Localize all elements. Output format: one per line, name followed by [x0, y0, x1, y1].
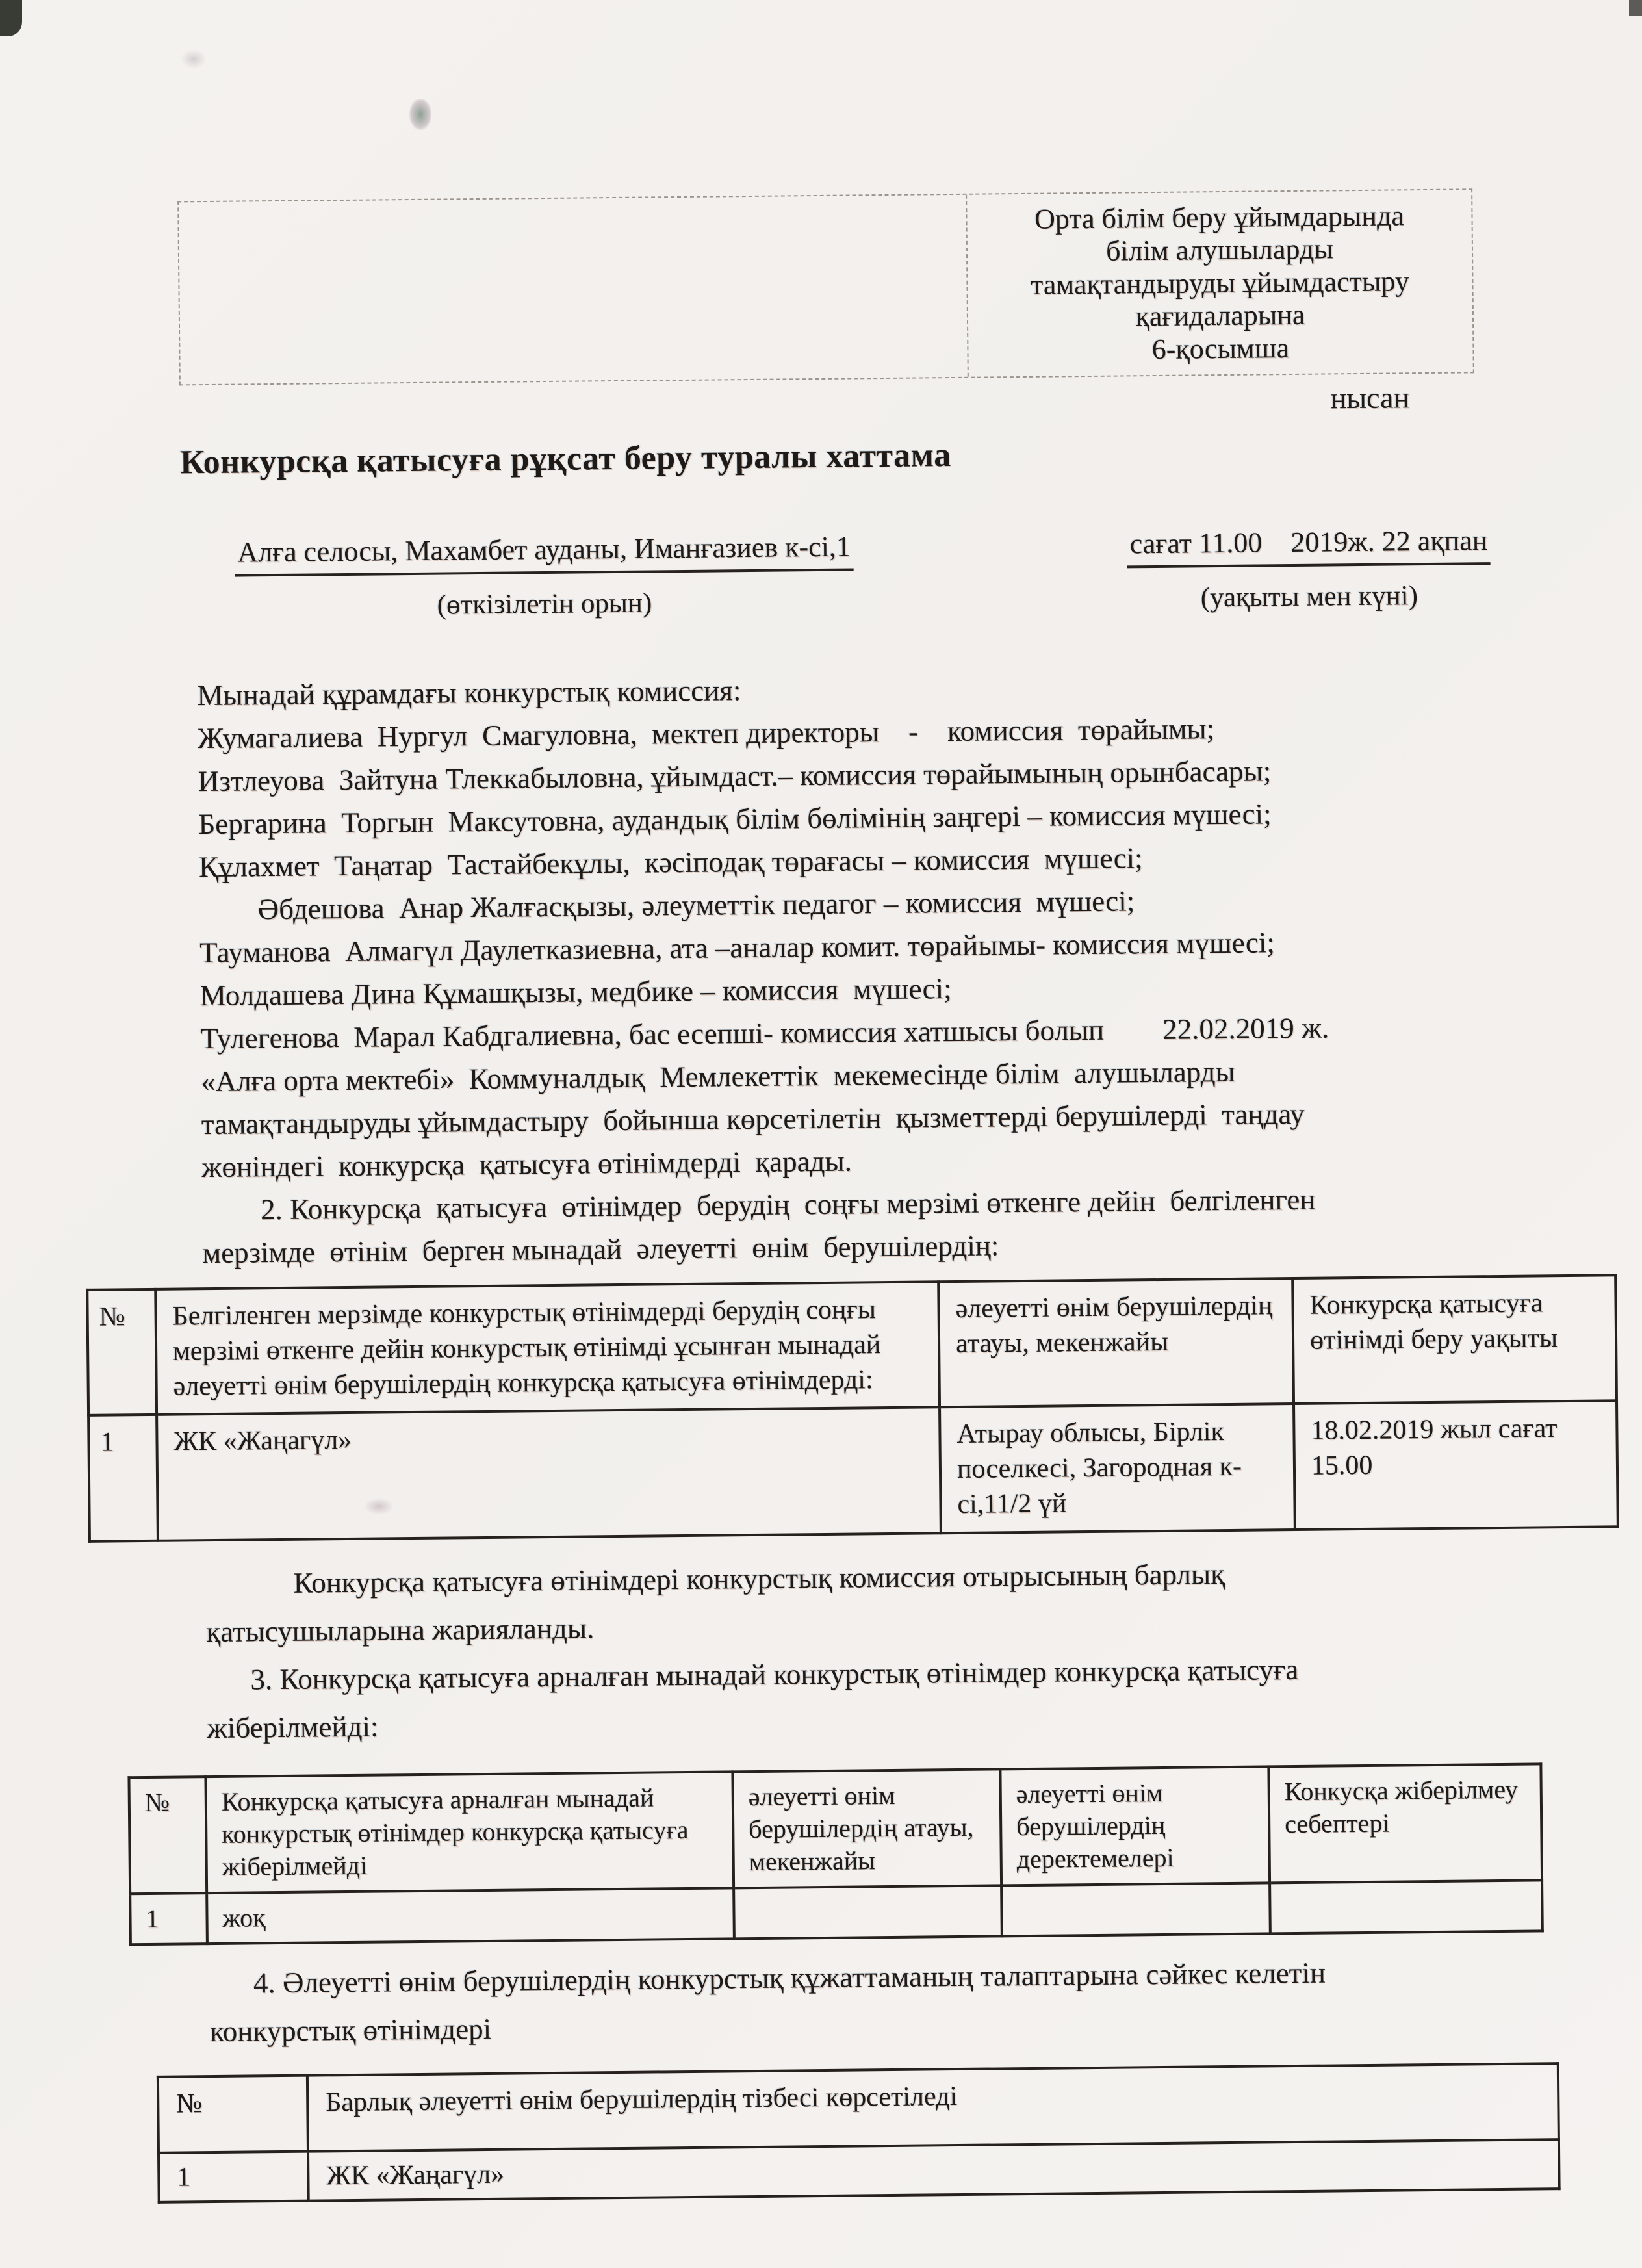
cell-supplier-name: ЖК «Жаңагүл»	[308, 2139, 1559, 2200]
datetime-caption: (уақыты мен күні)	[1200, 580, 1418, 613]
text-line: Тауманова Алмагүл Даулетказиевна, ата –аналар комит. төрайымы- комиссия мүшесі;	[199, 926, 1276, 970]
appendix-reference-box	[177, 188, 1474, 385]
text-line: «Алға орта мектебі» Коммуналдық Мемлекеттік мекемесінде білім алушыларды	[200, 1055, 1235, 1098]
header-cell-rejection-reason: Конкусқа жіберілмеу себептері	[1268, 1764, 1542, 1883]
text-line: Бергарина Торгын Максутовна, аудандық білім бөлімінің заңгері – комиссия мүшесі;	[198, 797, 1272, 841]
appendix-line: 6-қосымша	[1151, 331, 1290, 365]
text-line: жөніндегі конкурсқа қатысуға өтінімдерді қарады.	[201, 1144, 853, 1184]
text-line: 4. Әлеуетті өнім берушілердің конкурстық құжаттаманың талаптарына сәйкес келетін	[209, 1956, 1326, 2000]
cell-number: 1	[88, 1415, 158, 1541]
header-cell-submission-time: Конкурсқа қатысуға өтінімді беру уақыты	[1292, 1275, 1617, 1404]
header-cell-supplier: әлеуетті өнім берушілердің атауы, мекенжайы	[732, 1769, 1001, 1888]
cell-empty	[1001, 1883, 1270, 1936]
admitted-applications-table	[86, 1274, 1619, 1542]
text-line: Конкурсқа қатысуға өтінімдері конкурстық комиссия отырысының барлық	[205, 1557, 1225, 1600]
header-cell-supplier: әлеуетті өнім берушілердің атауы, мекенжайы	[938, 1278, 1294, 1407]
commission-paragraph	[197, 662, 1507, 1274]
text-line: конкурстық өтінімдері	[209, 2012, 492, 2048]
compliant-suppliers-table	[157, 2062, 1561, 2203]
table-row	[88, 1401, 1618, 1541]
text-line: 2. Конкурсқа қатысуға өтінімдер берудің соңғы мерзімі өткенге дейін белгіленген	[201, 1183, 1316, 1227]
text-line: Мынадай құрамдағы конкурстық комиссия:	[197, 674, 741, 712]
datetime-block	[1127, 524, 1491, 614]
text-line: қатысушыларына жарияланды.	[206, 1611, 595, 1648]
appendix-line: Орта білім беру ұйымдарында	[1034, 200, 1405, 235]
text-line: Молдашева Дина Құмашқызы, медбике – комиссия мүшесі;	[199, 972, 952, 1012]
header-cell-suppliers-list: Барлық әлеуетті өнім берушілердің тізбесі көрсетіледі	[307, 2063, 1559, 2151]
header-cell-number: №	[129, 1777, 207, 1894]
appendix-box-text-cell	[967, 190, 1473, 376]
announcement-paragraph	[205, 1547, 1511, 1751]
text-line: Жумагалиева Нургул Смагуловна, мектеп директоры - комиссия төрайымы;	[197, 712, 1215, 755]
cell-empty	[1270, 1880, 1543, 1933]
text-line: Изтлеуова Зайтуна Тлеккабыловна, ұйымдаст.– комиссия төрайымының орынбасары;	[198, 754, 1272, 798]
venue-block	[235, 530, 854, 623]
cell-value: жоқ	[207, 1888, 734, 1944]
section4-paragraph	[209, 1947, 1514, 2055]
header-cell-requisites: әлеуетті өнім берушілердің деректемелері	[1000, 1766, 1270, 1885]
form-label: нысан	[1330, 381, 1410, 415]
cell-supplier-address: Атырау облысы, Бірлік поселкесі, Загородная к-сі,11/2 үй	[940, 1404, 1295, 1532]
text-line: Тулегенова Марал Кабдгалиевна, бас есепші- комиссия хатшысы болып 22.02.2019 ж.	[200, 1011, 1329, 1055]
table-header-row	[129, 1764, 1542, 1894]
appendix-box-empty-cell	[179, 195, 969, 385]
page-title: Конкурсқа қатысуға рұқсат беру туралы хаттама	[179, 437, 951, 482]
venue-value: Алға селосы, Махамбет ауданы, Иманғазиев к-сі,1	[235, 530, 853, 576]
text-line: мерзімде өтінім берген мынадай әлеуетті өнім берушілердің:	[202, 1229, 999, 1270]
table-header-row	[87, 1275, 1617, 1415]
datetime-value: сағат 11.00 2019ж. 22 ақпан	[1127, 524, 1490, 568]
table-header-row	[158, 2063, 1559, 2152]
header-cell-description: Белгіленген мерзімде конкурстық өтінімдерді берудің соңғы мерзімі өткенге дейін конкурстық өтінімді ұсынған мынадай әлеуетті өнім берушілердің конкурсқа қатысуға өтінімдерді:	[155, 1282, 940, 1415]
text-line: Әбдешова Анар Жалғасқызы, әлеуметтік педагог – комиссия мүшесі;	[199, 884, 1135, 927]
text-line: тамақтандыруды ұйымдастыру бойынша көрсетілетін қызметтерді берушілерді таңдау	[201, 1097, 1305, 1141]
rejected-applications-table	[127, 1762, 1543, 1946]
header-cell-description: Конкурсқа қатысуға арналған мынадай конкурстық өтінімдер конкурсқа қатысуға жіберілмейді	[205, 1772, 734, 1893]
text-line: Құлахмет Таңатар Тастайбекұлы, кәсіподақ төрағасы – комиссия мүшесі;	[198, 842, 1143, 884]
cell-number: 1	[130, 1893, 207, 1945]
cell-submission-time: 18.02.2019 жыл сағат 15.00	[1294, 1401, 1618, 1530]
venue-datetime-row	[0, 522, 1637, 625]
header-cell-number: №	[158, 2076, 308, 2153]
cell-supplier-name: ЖК «Жаңагүл»	[157, 1408, 941, 1541]
venue-caption: (өткізілетін орын)	[437, 587, 652, 621]
header-cell-number: №	[87, 1289, 157, 1415]
text-line: 3. Конкурсқа қатысуға арналған мынадай конкурстық өтінімдер конкурсқа қатысуға	[206, 1653, 1299, 1696]
cell-empty	[734, 1885, 1002, 1939]
appendix-line: білім алушыларды	[1105, 233, 1334, 268]
appendix-line: тамақтандыруды ұйымдастыру	[1030, 265, 1410, 301]
text-line: жіберілмейді:	[207, 1710, 379, 1744]
cell-number: 1	[159, 2151, 309, 2202]
appendix-line: қағидаларына	[1135, 298, 1305, 333]
